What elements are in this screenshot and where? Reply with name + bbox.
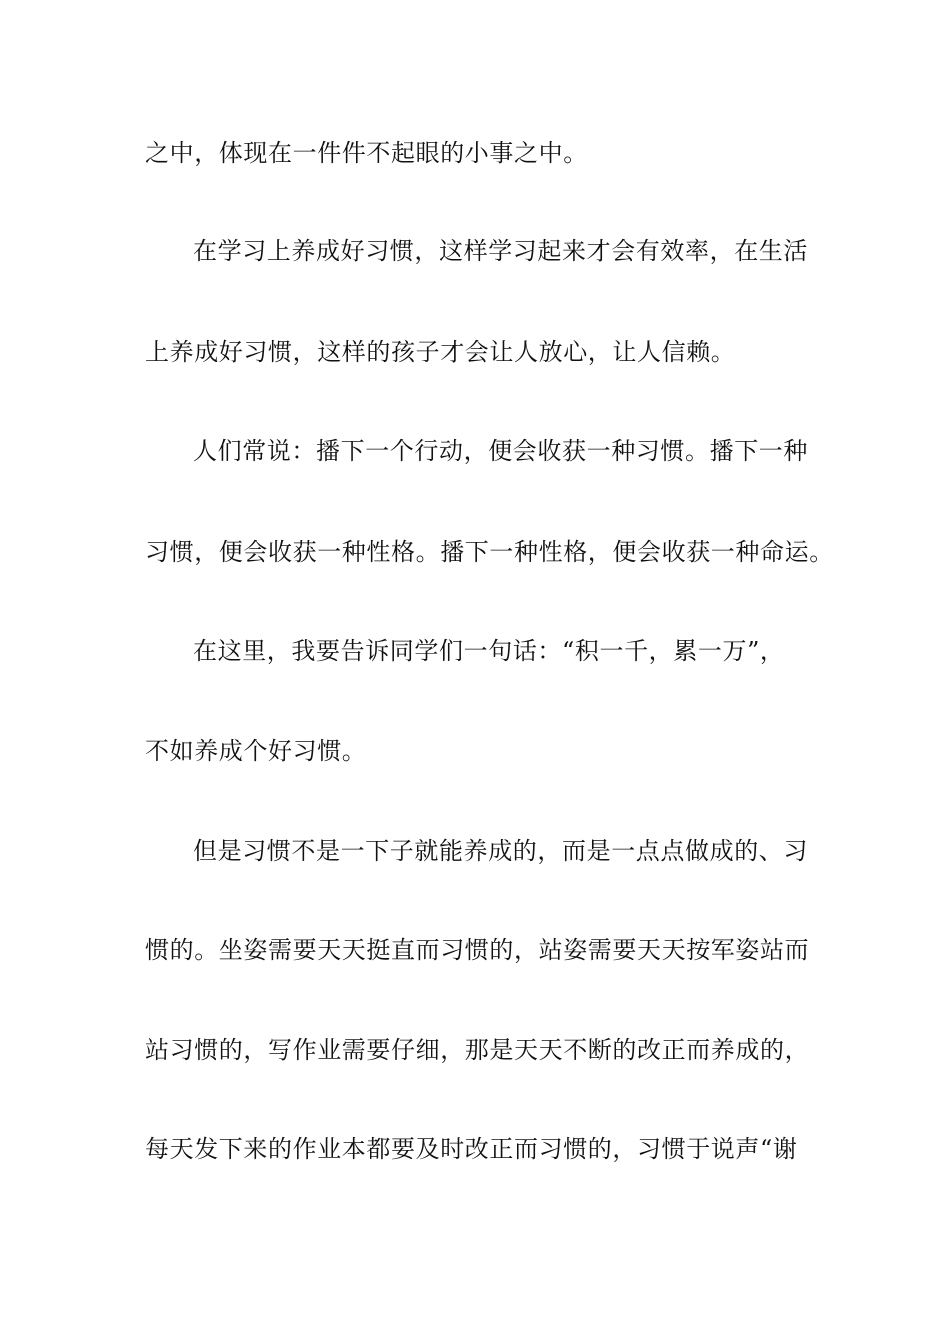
text-line: 之中，体现在一件件不起眼的小事之中。 xyxy=(145,139,588,167)
paragraph-first-line: 但是习惯不是一下子就能养成的，而是一点点做成的、习 xyxy=(193,837,808,865)
text-line: 每天发下来的作业本都要及时改正而习惯的，习惯于说声“谢 xyxy=(145,1135,798,1163)
paragraph-first-line: 人们常说：播下一个行动，便会收获一种习惯。播下一种 xyxy=(193,437,808,465)
text-line: 不如养成个好习惯。 xyxy=(145,737,367,765)
text-line: 习惯，便会收获一种性格。播下一种性格，便会收获一种命运。 xyxy=(145,538,834,566)
text-line: 站习惯的，写作业需要仔细，那是天天不断的改正而养成的， xyxy=(145,1036,810,1064)
paragraph-first-line: 在学习上养成好习惯，这样学习起来才会有效率，在生活 xyxy=(193,237,808,265)
text-line: 惯的。坐姿需要天天挺直而习惯的，站姿需要天天按军姿站而 xyxy=(145,936,810,964)
paragraph-first-line: 在这里，我要告诉同学们一句话：“积一千，累一万”， xyxy=(193,637,785,665)
text-line: 上养成好习惯，这样的孩子才会让人放心，让人信赖。 xyxy=(145,338,736,366)
